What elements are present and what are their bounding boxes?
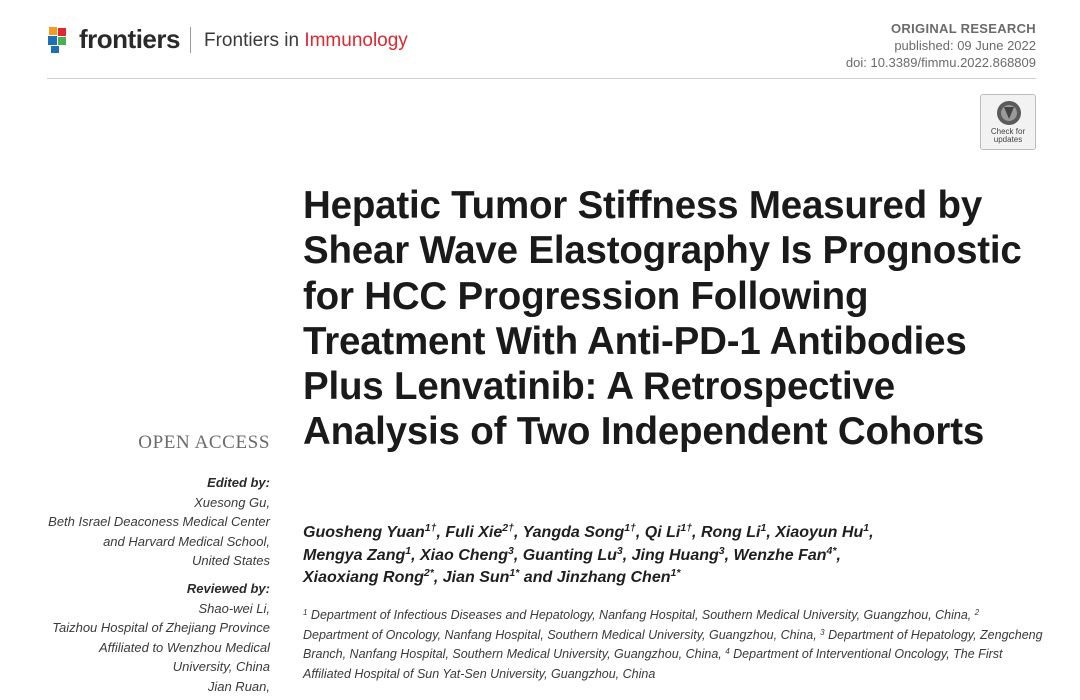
author-name[interactable]: Guanting Lu <box>522 546 617 564</box>
affil-text: Department of Hepatology, Zengcheng Branch, Nanfang Hospital, Southern Medical University, Guangzhou, China, <box>303 627 1043 662</box>
article-title: Hepatic Tumor Stiffness Measured by Shear Wave Elastography Is Prognostic for HCC Progression Following Treatment With Anti-PD-1 Antibodies Plus Lenvatinib: A Retrospective Analysis of Two Independent Cohorts <box>303 184 1022 454</box>
author-sep: , <box>766 524 776 541</box>
author-name[interactable]: Xiaoyun Hu <box>775 524 864 541</box>
author-name[interactable]: Guosheng Yuan <box>303 524 425 541</box>
author-list <box>303 522 1043 590</box>
reviewer-line: University, China <box>172 659 270 674</box>
frontiers-logo-icon <box>47 26 71 54</box>
author-sep: , <box>869 524 874 541</box>
author-name[interactable]: Qi Li <box>644 524 681 541</box>
author-sep: , <box>622 546 632 564</box>
journal-name[interactable] <box>204 30 408 52</box>
reviewed-by-block <box>52 579 270 696</box>
author-name[interactable]: Jian Sun <box>442 569 510 586</box>
author-sup: 4* <box>826 544 837 557</box>
author-sup: 1† <box>424 522 437 534</box>
affiliations <box>303 606 1043 685</box>
editor-line: United States <box>191 553 270 568</box>
author-sep: , <box>433 569 443 586</box>
check-for-updates-button[interactable] <box>980 94 1036 150</box>
author-name[interactable]: Jinzhang Chen <box>556 569 671 586</box>
affil-text: Department of Interventional Oncology, The First Affiliated Hospital of Sun Yat-Sen University, Guangzhou, China <box>303 647 1003 682</box>
author-sep: , <box>635 524 645 541</box>
published-date: published: 09 June 2022 <box>894 38 1036 53</box>
editor-line[interactable]: Xuesong Gu, <box>194 494 270 510</box>
affil-num: 3 <box>820 627 825 637</box>
author-sup: 1† <box>624 522 636 534</box>
header-divider <box>190 27 191 53</box>
reviewer-line: Affiliated to Wenzhou Medical <box>98 639 270 655</box>
author-name[interactable]: Fuli Xie <box>445 524 503 541</box>
affil-num: 1 <box>303 608 308 617</box>
article-meta <box>846 20 1036 71</box>
edited-by-label: Edited by: <box>207 475 270 490</box>
author-name[interactable]: Yangda Song <box>522 524 625 541</box>
author-name[interactable]: Xiaoxiang Rong <box>303 569 424 586</box>
author-sep: , <box>836 546 841 564</box>
author-name[interactable]: Mengya Zang <box>303 546 406 564</box>
reviewer-line: Taizhou Hospital of Zhejiang Province <box>52 620 270 635</box>
author-sep: , <box>513 546 523 564</box>
journal-subject: Immunology <box>304 30 408 51</box>
check-updates-icon <box>995 99 1023 127</box>
author-name[interactable]: Xiao Cheng <box>419 546 508 564</box>
author-sup: 3 <box>718 544 725 557</box>
affil-text: Department of Infectious Diseases and Hepatology, Nanfang Hospital, Southern Medical University, Guangzhou, China, <box>307 608 975 622</box>
editor-line: Beth Israel Deaconess Medical Center <box>48 514 270 529</box>
header-rule <box>47 78 1036 79</box>
reviewed-by-label: Reviewed by: <box>186 581 270 596</box>
author-name[interactable]: Rong Li <box>700 524 761 541</box>
author-sep: , <box>411 546 420 564</box>
author-sup: 2† <box>502 522 514 534</box>
check-updates-line2: updates <box>993 135 1023 144</box>
author-sep: , <box>436 524 446 541</box>
author-name[interactable]: Jing Huang <box>631 546 719 564</box>
editor-line: and Harvard Medical School, <box>103 533 270 549</box>
author-sep: , <box>692 524 701 541</box>
author-sup: 3 <box>616 544 623 557</box>
affil-text: Department of Oncology, Nanfang Hospital, Southern Medical University, Guangzhou, China, <box>303 627 821 642</box>
check-updates-line1: Check for <box>990 127 1026 136</box>
author-sep: , <box>513 524 523 541</box>
author-sup: 1* <box>670 567 681 579</box>
author-sep: , <box>724 546 734 564</box>
article-type: ORIGINAL RESEARCH <box>891 21 1036 36</box>
affil-num: 4 <box>725 647 730 657</box>
author-sup: 1* <box>509 567 520 579</box>
author-sup: 2* <box>423 567 434 579</box>
author-name[interactable]: Wenzhe Fan <box>733 546 827 564</box>
author-sup: 1 <box>405 544 412 557</box>
open-access-label: OPEN ACCESS <box>138 432 270 453</box>
author-sup: 3 <box>507 544 514 557</box>
affil-num: 2 <box>974 608 980 617</box>
author-sep: and <box>519 569 557 586</box>
author-sup: 1 <box>760 522 767 534</box>
reviewer-line[interactable]: Shao-wei Li, <box>198 600 270 616</box>
author-sup: 1 <box>863 522 870 534</box>
journal-prefix: Frontiers in <box>204 30 305 51</box>
reviewer-line[interactable]: Jian Ruan, <box>207 678 270 694</box>
author-sup: 1† <box>680 522 693 534</box>
frontiers-logo[interactable] <box>47 24 180 55</box>
edited-by-block <box>48 473 270 571</box>
logo-wordmark: frontiers <box>79 24 180 54</box>
doi-link[interactable]: doi: 10.3389/fimmu.2022.868809 <box>845 55 1036 70</box>
